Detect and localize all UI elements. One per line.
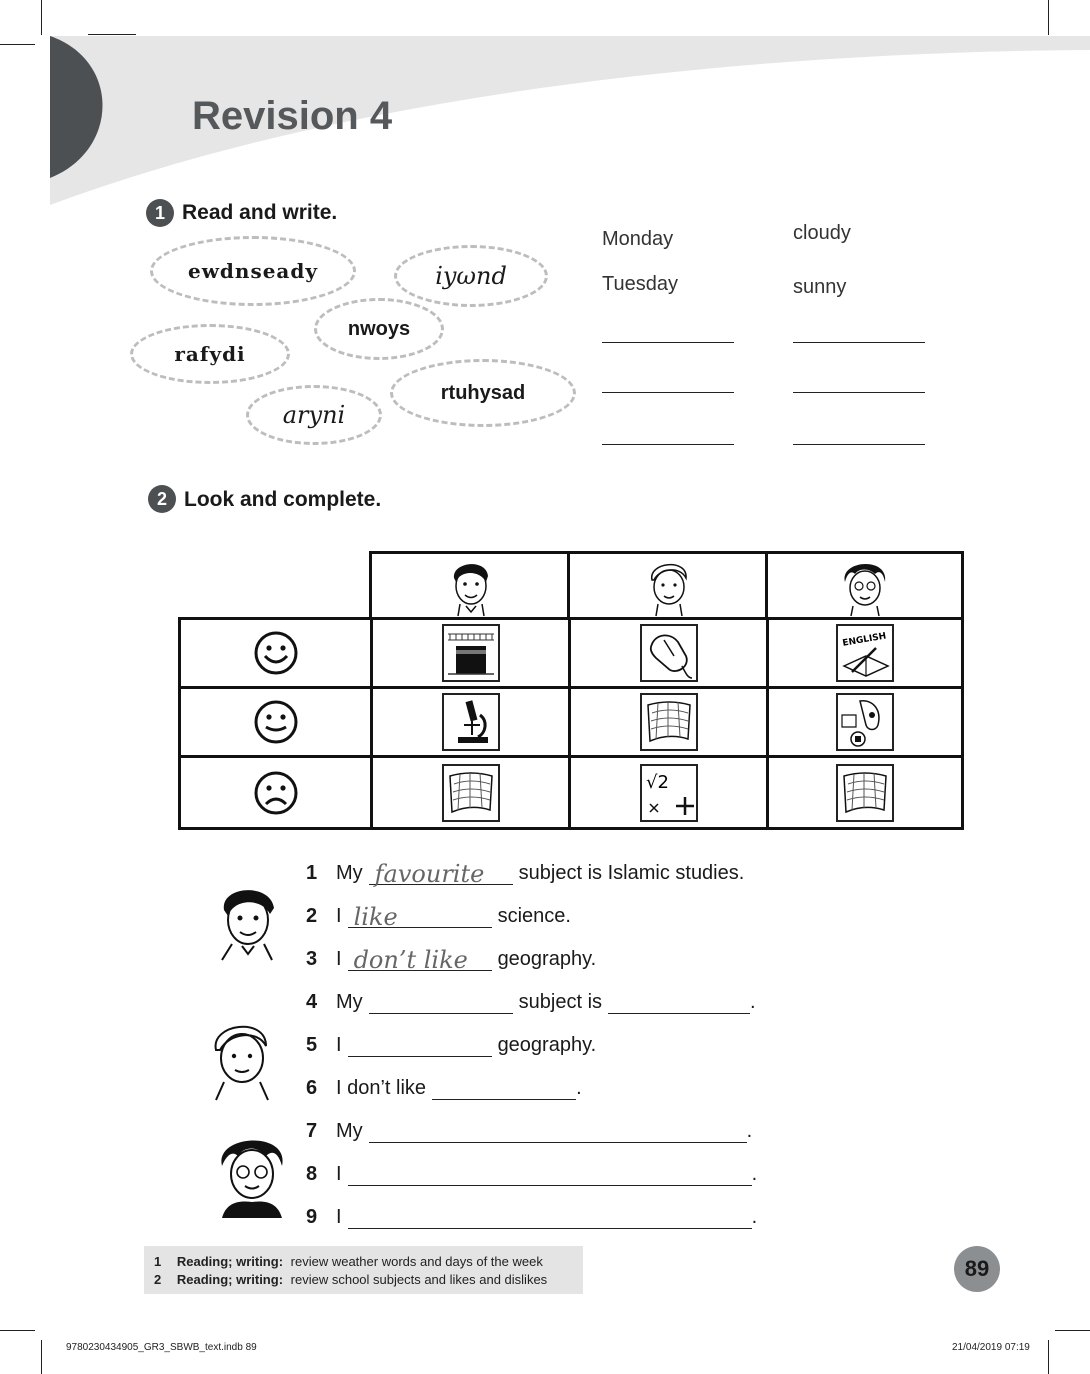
crop-mark (41, 1340, 42, 1374)
subject-cell (769, 689, 961, 755)
sentence-prefix: I (336, 905, 342, 927)
answer-blank[interactable] (432, 1077, 576, 1100)
exercise-title: Look and complete. (184, 488, 382, 511)
microscope-picture (442, 693, 500, 751)
english-book-icon (838, 626, 892, 680)
kaaba-icon (444, 626, 498, 680)
boy-2-cell (570, 554, 768, 620)
face-cell (181, 758, 373, 827)
sentence-prefix: My (336, 1120, 363, 1142)
answer-line[interactable] (602, 444, 734, 445)
anagram-word: iyωnd (435, 262, 507, 290)
sentence-number: 9 (306, 1206, 318, 1228)
exercise-title: Read and write. (182, 201, 338, 224)
kaaba-picture (442, 624, 500, 682)
page-title: Revision 4 (192, 94, 393, 138)
boy-1-face-icon (446, 556, 494, 618)
sentence-line (306, 903, 571, 931)
handwritten-answer: don’t like (353, 946, 468, 974)
day-word: Monday (602, 228, 674, 250)
note-text: review weather words and days of the week (290, 1254, 543, 1269)
table-header-row (369, 551, 964, 620)
sentence-suffix: . (576, 1077, 582, 1099)
answer-blank[interactable] (369, 860, 513, 888)
answer-blank[interactable] (369, 991, 513, 1014)
table-row (178, 755, 964, 830)
subject-cell (571, 689, 769, 755)
subject-cell (571, 758, 769, 827)
teacher-note (154, 1254, 543, 1269)
boy-3-portrait-icon (216, 1130, 288, 1220)
answer-blank[interactable] (348, 1206, 752, 1229)
answer-blank[interactable] (348, 903, 492, 931)
day-word: Tuesday (602, 273, 678, 295)
subject-cell (373, 620, 571, 686)
sentence-line (306, 1120, 752, 1143)
note-label: Reading; writing: (176, 1272, 284, 1287)
sentence-line (306, 946, 597, 974)
crop-mark (1055, 1330, 1090, 1331)
weather-word: cloudy (793, 222, 851, 244)
sentence-suffix: . (751, 1163, 758, 1185)
map-icon (642, 695, 696, 749)
header-banner (0, 0, 1090, 220)
sentence-number: 6 (306, 1077, 318, 1099)
sentence-prefix: I (336, 1034, 342, 1056)
happy-face-icon (253, 630, 299, 676)
sentence-suffix: subject is Islamic studies. (518, 862, 745, 884)
subject-cell (373, 689, 571, 755)
answer-line[interactable] (793, 392, 925, 393)
print-date: 21/04/2019 07:19 (952, 1342, 1030, 1353)
crop-mark (1048, 1340, 1049, 1374)
answer-blank[interactable] (369, 1120, 747, 1143)
sports-icon (838, 695, 892, 749)
anagram-bubble (130, 324, 290, 384)
sentence-line (306, 1163, 757, 1186)
exercise-number-badge: 1 (146, 199, 174, 227)
sentence-number: 8 (306, 1163, 318, 1185)
anagram-bubble (150, 236, 356, 306)
sentence-line (306, 1206, 757, 1229)
english-book-label: ENGLISH (841, 631, 888, 649)
handwritten-answer: like (353, 903, 398, 931)
sentence-suffix: geography. (497, 948, 597, 970)
exercise-number-badge: 2 (148, 485, 176, 513)
file-info: 9780230434905_GR3_SBWB_text.indb 89 (66, 1342, 257, 1353)
map-picture (640, 693, 698, 751)
sentence-suffix: . (751, 1206, 758, 1228)
subject-cell (769, 758, 961, 827)
microscope-icon (444, 695, 498, 749)
sentence-prefix: My (336, 991, 363, 1013)
answer-blank[interactable] (348, 946, 492, 974)
boy-3-cell (768, 554, 961, 620)
answer-blank[interactable] (608, 991, 750, 1014)
weather-word: sunny (793, 276, 847, 298)
sports-picture (836, 693, 894, 751)
sentence-number: 4 (306, 991, 318, 1013)
sentence-number: 7 (306, 1120, 318, 1142)
note-number: 2 (154, 1272, 162, 1287)
subject-cell (571, 620, 769, 686)
note-number: 1 (154, 1254, 162, 1269)
anagram-bubble (314, 298, 444, 360)
table-row (178, 686, 964, 758)
neutral-face-icon (253, 699, 299, 745)
anagram-word: nwoys (347, 317, 411, 340)
sentence-suffix: . (746, 1120, 753, 1142)
maths-symbol: √2 (645, 771, 669, 793)
boy-1-cell (372, 554, 570, 620)
sentence-prefix: I (336, 948, 342, 970)
teacher-notes-box (144, 1246, 583, 1294)
sentence-prefix: My (336, 862, 363, 884)
map-picture (442, 764, 500, 822)
maths-icon (642, 766, 696, 820)
boy-2-face-icon (644, 556, 692, 618)
face-cell (181, 620, 373, 686)
sentence-line (306, 1077, 582, 1100)
sentence-line (306, 991, 756, 1014)
sad-face-icon (253, 770, 299, 816)
sentence-line (306, 860, 745, 888)
anagram-word: ewdnseady (187, 259, 318, 283)
map-icon (444, 766, 498, 820)
answer-line[interactable] (793, 444, 925, 445)
handwritten-answer: favourite (374, 860, 485, 888)
anagram-word: rtuhysad (440, 381, 526, 404)
sentence-line (306, 1034, 596, 1057)
computer-mouse-picture (640, 624, 698, 682)
sentence-prefix: I (336, 1163, 342, 1185)
answer-line[interactable] (602, 392, 734, 393)
sentence-number: 1 (306, 862, 318, 884)
answer-blank[interactable] (348, 1163, 752, 1186)
table-row (178, 617, 964, 689)
sentence-middle: subject is (518, 991, 603, 1013)
subject-cell (373, 758, 571, 827)
sentence-suffix: geography. (497, 1034, 597, 1056)
sentence-suffix: science. (497, 905, 571, 927)
sentence-prefix: I (336, 1206, 342, 1228)
face-cell (181, 689, 373, 755)
boy-3-face-icon (839, 556, 891, 618)
page-number: 89 (954, 1246, 1000, 1292)
anagram-word: rafydi (174, 342, 246, 366)
map-picture (836, 764, 894, 822)
answer-line[interactable] (793, 342, 925, 343)
anagram-bubble (390, 359, 576, 427)
anagram-bubble (246, 385, 382, 445)
answer-blank[interactable] (348, 1034, 492, 1057)
boy-1-portrait-icon (214, 880, 280, 964)
boy-2-portrait-icon (208, 1016, 274, 1102)
sentence-suffix: . (750, 991, 756, 1013)
teacher-note (154, 1272, 547, 1287)
computer-mouse-icon (642, 626, 696, 680)
english-book-picture (836, 624, 894, 682)
sentence-number: 2 (306, 905, 318, 927)
map-icon (838, 766, 892, 820)
anagram-word: aryni (282, 401, 346, 429)
sentence-prefix: I don’t like (336, 1077, 427, 1099)
maths-picture (640, 764, 698, 822)
answer-line[interactable] (602, 342, 734, 343)
subject-cell (769, 620, 961, 686)
crop-mark (0, 1330, 35, 1331)
anagram-bubble (394, 245, 548, 307)
note-label: Reading; writing: (176, 1254, 284, 1269)
note-text: review school subjects and likes and dislikes (290, 1272, 548, 1287)
sentence-number: 3 (306, 948, 318, 970)
sentence-number: 5 (306, 1034, 318, 1056)
